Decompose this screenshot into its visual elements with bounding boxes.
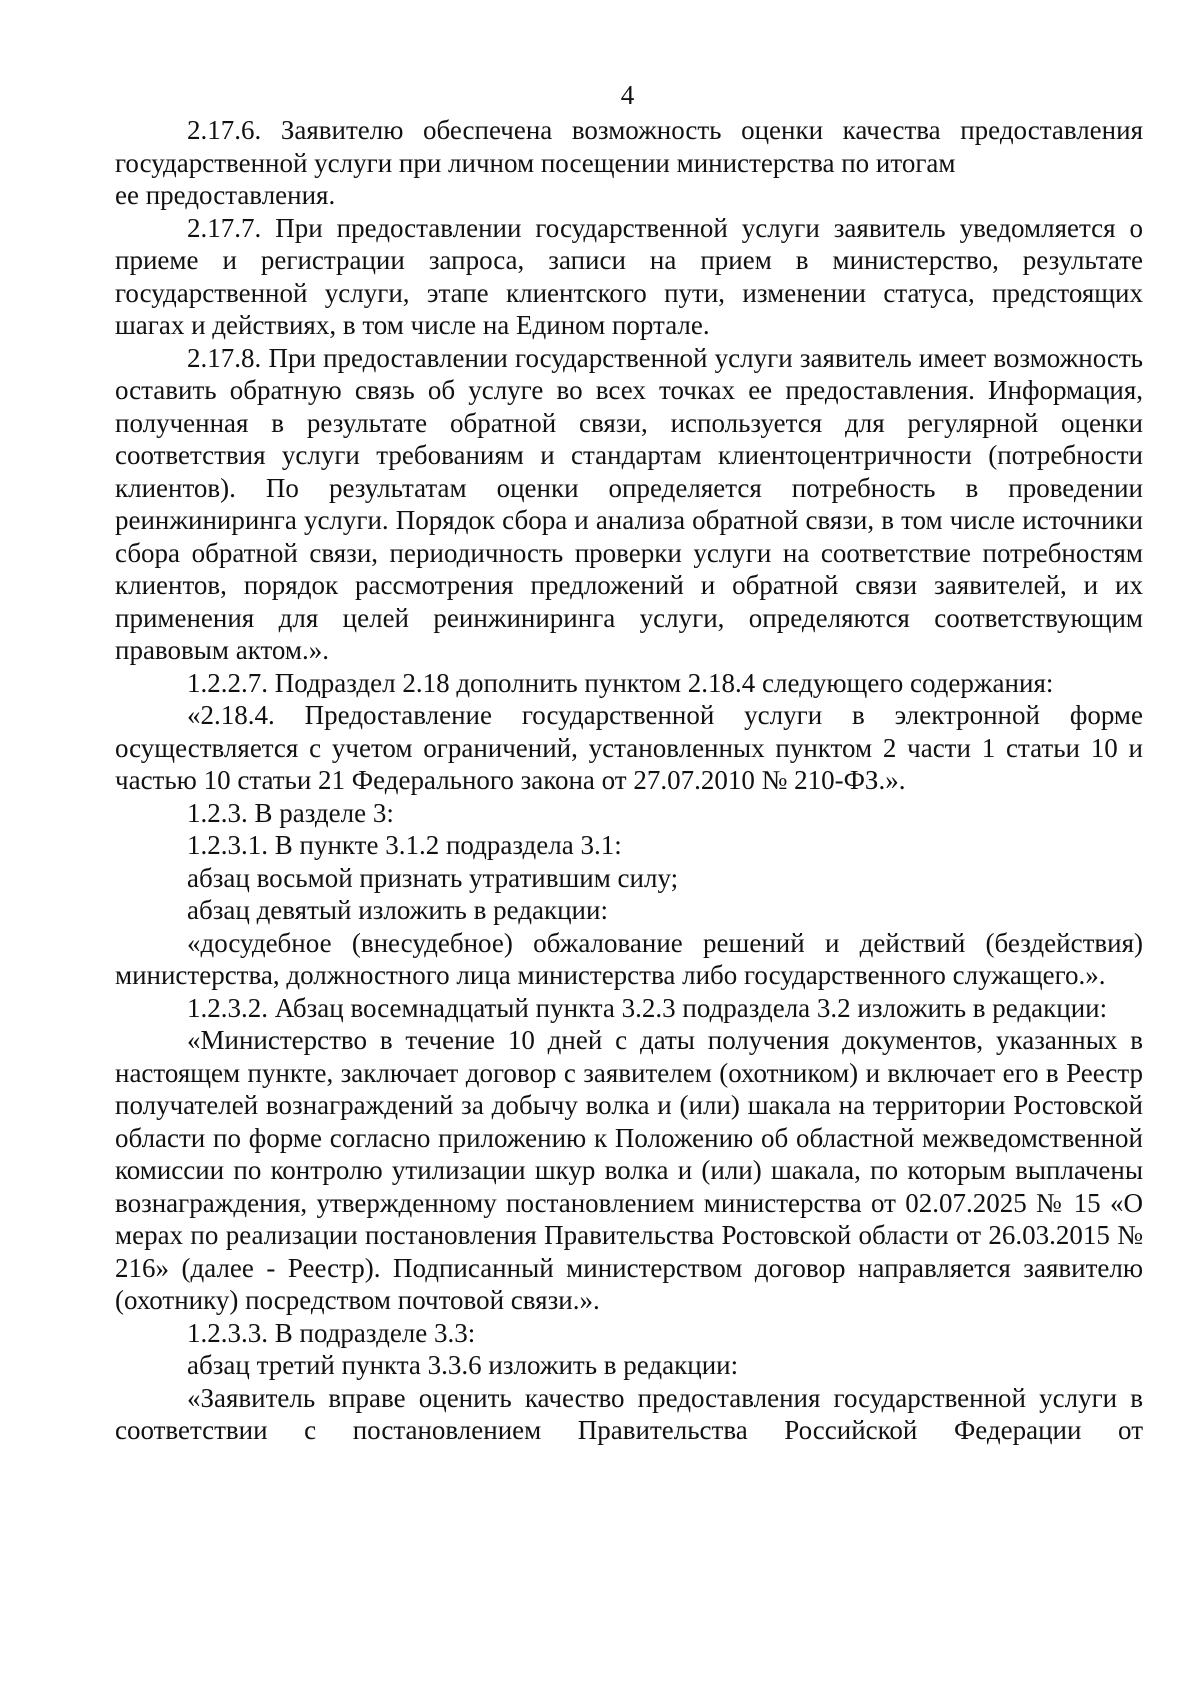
paragraph-quote-evaluation: «Заявитель вправе оценить качество предоставления государственной услуги в соответствии с постановлением Правительства Российской Федерации от [115, 1382, 1143, 1445]
page-number: 4 [620, 80, 635, 110]
paragraph-1-2-3-1: 1.2.3.1. В пункте 3.1.2 подраздела 3.1: [187, 830, 622, 860]
paragraph-abzac-3: абзац третий пункта 3.3.6 изложить в редакции: [187, 1350, 739, 1380]
paragraph-2-17-7: 2.17.7. При предоставлении государственной услуги заявитель уведомляется о приеме и регистрации запроса, записи на прием в министерство, результате государственной услуги, этапе клиентского пути, изменении статуса, предстоящих шагах и действиях, в том числе на Едином портале. [115, 212, 1143, 340]
paragraph-quote-appeal: «досудебное (внесудебное) обжалование решений и действий (бездействия) министерства, должностного лица министерства либо государственного служащего.». [115, 927, 1143, 990]
paragraph-abzac-9: абзац девятый изложить в редакции: [187, 895, 608, 925]
paragraph-1-2-3-2: 1.2.3.2. Абзац восемнадцатый пункта 3.2.3 подраздела 3.2 изложить в редакции: [187, 992, 1108, 1023]
paragraph-2-17-8: 2.17.8. При предоставлении государственной услуги заявитель имеет возможность оставить обратную связь об услуге во всех точках ее предоставления. Информация, полученная в результате обратной связи, используется для регулярной оценки соответствия услуги требованиям и стандартам клиентоцентричности (потребности клиентов). По результатам оценки определяется потребность в проведении реинжиниринга услуги. Порядок сбора и анализа обратной связи, в том числе источники сбора обратной связи, периодичность проверки услуги на соответствие потребностям клиентов, порядок рассмотрения предложений и обратной связи заявителей, и их применения для целей реинжиниринга услуги, определяются соответствующим правовым актом.». [115, 342, 1143, 665]
paragraph-2-17-6-continuation: ее предоставления. [115, 180, 336, 210]
document-body [115, 114, 1143, 1447]
paragraph-quote-ministry: «Министерство в течение 10 дней с даты получения документов, указанных в настоящем пункте, заключает договор с заявителем (охотником) и включает его в Реестр получателей вознаграждений за добычу волка и (или) шакала на территории Ростовской области по форме согласно приложению к Положению об областной межведомственной комиссии по контролю утилизации шкур волка и (или) шакала, по которым выплачены вознаграждения, утвержденному постановлением министерства от 02.07.2025 № 15 «О мерах по реализации постановления Правительства Ростовской области от 26.03.2015 № 216» (далее - Реестр). Подписанный министерством договор направляется заявителю (охотнику) посредством почтовой связи.». [115, 1025, 1143, 1315]
paragraph-2-17-6: 2.17.6. Заявителю обеспечена возможность оценки качества предоставления государственной услуги при личном посещении министерства по итогам [115, 115, 1143, 178]
paragraph-abzac-8: абзац восьмой признать утратившим силу; [187, 862, 679, 893]
paragraph-2-18-4: «2.18.4. Предоставление государственной услуги в электронной форме осуществляется с учетом ограничений, установленных пунктом 2 части 1 статьи 10 и частью 10 статьи 21 Федерального закона от 27.07.2010 № 210-ФЗ.». [115, 700, 1143, 795]
paragraph-1-2-3: 1.2.3. В разделе 3: [187, 797, 394, 828]
paragraph-1-2-3-3: 1.2.3.3. В подразделе 3.3: [187, 1317, 476, 1348]
paragraph-1-2-2-7: 1.2.2.7. Подраздел 2.18 дополнить пунктом 2.18.4 следующего содержания: [187, 667, 1054, 698]
